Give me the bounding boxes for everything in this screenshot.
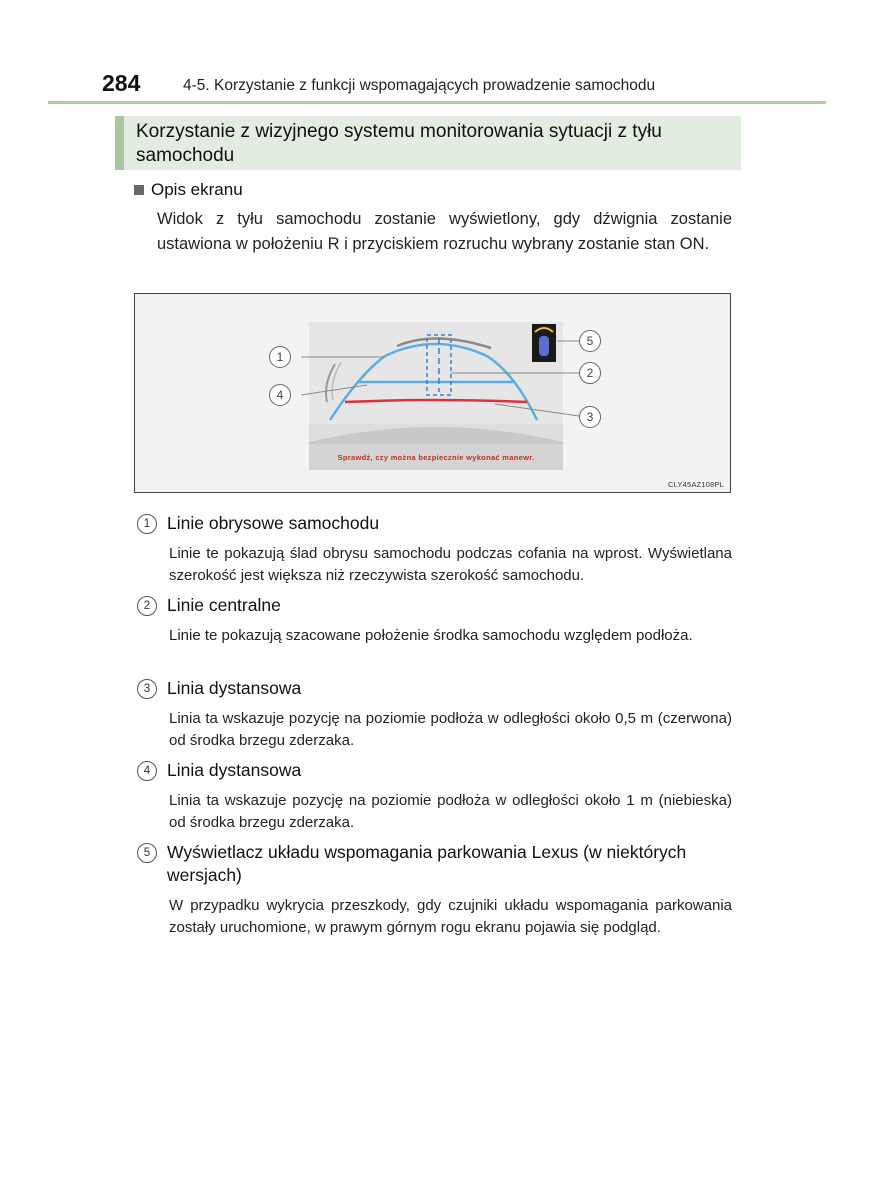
list-item-head xyxy=(137,759,732,782)
list-item-title: Linie centralne xyxy=(167,595,281,615)
list-item xyxy=(137,512,732,587)
page-number: 284 xyxy=(102,70,141,96)
callout-3: 3 xyxy=(579,406,601,428)
car-icon xyxy=(539,336,549,356)
list-item-head xyxy=(137,841,732,887)
list-item xyxy=(137,759,732,834)
list-item-title: Linia dystansowa xyxy=(167,760,302,780)
intro-paragraph: Widok z tyłu samochodu zostanie wyświetlony, gdy dźwignia zostanie ustawiona w położeniu R i przyciskiem rozruchu wybrany zostanie stan ON. xyxy=(157,210,732,253)
list-item-body: Linia ta wskazuje pozycję na poziomie podłoża w odległości około 1 m (niebieska) od środka brzegu zderzaka. xyxy=(169,792,732,831)
figure-code: CLY45AZ108PL xyxy=(667,480,724,489)
list-item-body: Linia ta wskazuje pozycję na poziomie podłoża w odległości około 0,5 m (czerwona) od środka brzegu zderzaka. xyxy=(169,710,732,749)
callout-1: 1 xyxy=(269,346,291,368)
callout-2: 2 xyxy=(579,362,601,384)
callout-4: 4 xyxy=(269,384,291,406)
list-item-head xyxy=(137,512,732,535)
list-item-title: Wyświetlacz układu wspomagania parkowania Lexus (w niektórych wersjach) xyxy=(167,842,687,885)
square-bullet-icon xyxy=(134,185,144,195)
item-number-badge: 2 xyxy=(137,596,157,616)
running-header: 4-5. Korzystanie z funkcji wspomagających prowadzenie samochodu xyxy=(183,77,656,94)
list-item-title: Linie obrysowe samochodu xyxy=(167,513,380,533)
item-number-badge: 5 xyxy=(137,843,157,863)
list-item xyxy=(137,677,732,752)
list-item-head xyxy=(137,594,732,617)
list-item-body: Linie te pokazują szacowane położenie środka samochodu względem podłoża. xyxy=(169,627,693,644)
item-number-badge: 1 xyxy=(137,514,157,534)
list-item-body: Linie te pokazują ślad obrysu samochodu podczas cofania na wprost. Wyświetlana szerokość jest większa niż rzeczywista szerokość samochodu. xyxy=(169,545,732,584)
screen-warning-text: Sprawdź, czy można bezpiecznie wykonać manewr. xyxy=(337,453,535,462)
list-item xyxy=(137,841,732,939)
callout-5: 5 xyxy=(579,330,601,352)
list-item-body: W przypadku wykrycia przeszkody, gdy czujniki układu wspomagania parkowania zostały uruchomione, w prawym górnym rogu ekranu pojawia się podgląd. xyxy=(169,897,732,936)
rear-camera-figure xyxy=(134,293,731,493)
subsection-heading xyxy=(134,180,243,200)
section-heading-box xyxy=(115,116,741,170)
list-item-head xyxy=(137,677,732,700)
list-item-title: Linia dystansowa xyxy=(167,678,302,698)
section-title: Korzystanie z wizyjnego systemu monitorowania sytuacji z tyłu samochodu xyxy=(136,121,662,166)
list-item xyxy=(137,594,732,647)
header-rule xyxy=(48,101,826,104)
item-number-badge: 3 xyxy=(137,679,157,699)
subsection-title: Opis ekranu xyxy=(151,180,243,199)
item-number-badge: 4 xyxy=(137,761,157,781)
rear-camera-illustration xyxy=(135,294,732,494)
